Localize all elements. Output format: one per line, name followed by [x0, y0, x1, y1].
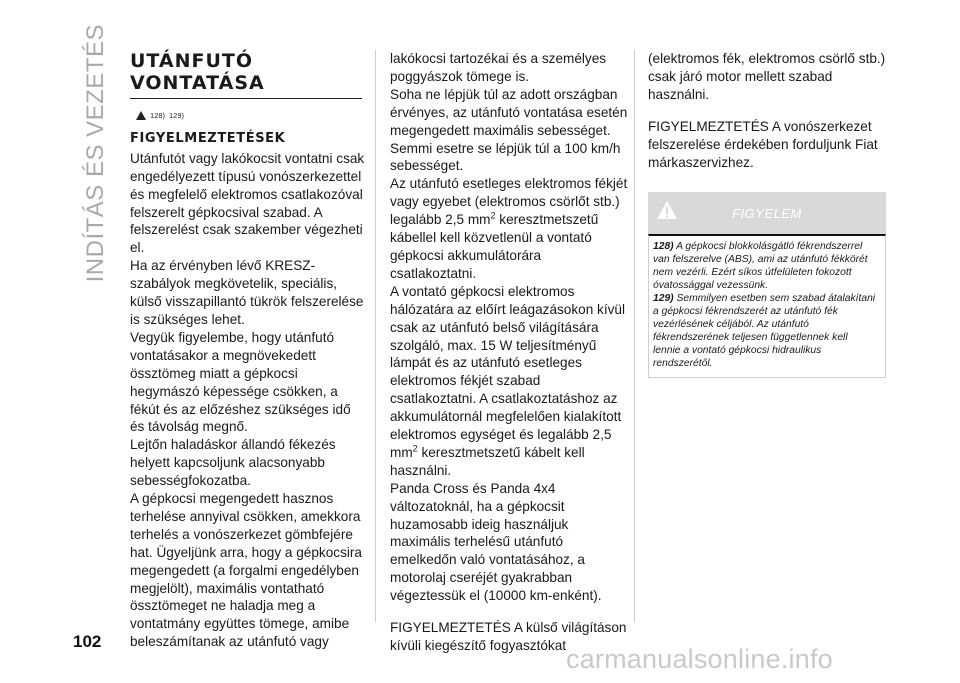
- paragraph: FIGYELMEZTETÉS A vonószerkezet felszerelése érdekében forduljunk Fiat márkaszervizhez.: [648, 118, 878, 170]
- chapter-side-title: [78, 23, 114, 282]
- warning-ref-128[interactable]: 128): [150, 111, 166, 120]
- column-divider-1: [375, 50, 376, 622]
- paragraph: lakókocsi tartozékai és a személyes poggyászok tömege is.: [390, 51, 607, 84]
- subsection-heading: FIGYELMEZTETÉSEK: [130, 130, 286, 146]
- warning-item-128: 128) A gépkocsi blokkolásgátló fékrendszerrel van felszerelve (ABS), ami az utánfutó fékkörét nem vezérli. Ezért síkos útfelületen fokozott óvatossággal vezessünk.: [653, 241, 868, 292]
- section-title-line-2: VONTATÁSA: [130, 72, 265, 94]
- warning-item-129: 129) Semmilyen esetben sem szabad átalakítani a gépkocsi fékrendszerét az utánfutó fék vezérlésének céljából. Az utánfutó fékrendszerének teljesen függetlennek kell lennie a vontató gépkocsi hidraulikus rendszerétől.: [653, 293, 876, 369]
- page-number: 102: [73, 632, 102, 651]
- warning-body: [648, 234, 886, 377]
- paragraph: (elektromos fék, elektromos csörlő stb.) csak járó motor mellett szabad használni.: [648, 51, 886, 102]
- column-1: [130, 50, 368, 651]
- paragraph: Panda Cross és Panda 4x4 változatoknál, ha a gépkocsit huzamosabb ideig használjuk maximális terhelésű utánfutó emelkedőn való vontatásához, a motorolaj cseréjét gyakrabban végeztessük el (10000 km-enként).: [390, 480, 602, 604]
- column-divider-2: [634, 50, 635, 622]
- paragraph: Az utánfutó esetleges elektromos fékjét vagy egyebet (elektromos csörlőt stb.) legalább 2,5 $mm^2$ keresztmetszetű kábellel kell közvetlenül a vontató gépkocsi akkumulátorára csatlakoztatni.: [390, 176, 628, 281]
- warning-ref-129[interactable]: 129): [169, 111, 185, 120]
- paragraph: Vegyük figyelembe, hogy utánfutó vontatásakor a megnövekedett össztömeg miatt a gépkocsi hegymászó képessége csökken, a fékút és az előzéshez szükséges idő és távolság megnő.: [130, 329, 351, 435]
- section-title-line-1: UTÁNFUTÓ: [130, 50, 254, 72]
- paragraph: FIGYELMEZTETÉS A külső világításon kívüli kiegészítő fogyasztókat: [390, 620, 627, 653]
- warning-label: FIGYELEM: [732, 206, 802, 222]
- paragraph: A gépkocsi megengedett hasznos terhelése annyival csökken, amekkora terhelés a vonószerkezet gömbfejére hat. Ügyeljünk arra, hogy a gépkocsira megengedett (a forgalmi engedélyben megjelölt), maximális vontatható össztömeget ne haladja meg a vontatmány együttes tömege, amibe beleszámítanak az utánfutó vagy: [130, 491, 362, 650]
- warning-header: [648, 192, 886, 234]
- paragraph: Utánfutót vagy lakókocsit vontatni csak engedélyezett típusú vonószerkezettel és megfelelő elektromos csatlakozóval felszerelt gépkocsival szabad. A felszerelést csak szakember végezheti el.: [130, 150, 365, 256]
- warning-triangle-icon: [136, 111, 146, 120]
- section-title: [130, 50, 368, 94]
- title-rule: [130, 98, 362, 99]
- paragraph: A vontató gépkocsi elektromos hálózatára az előírt leágazásokon kívül csak az utánfutó belső világítására szolgáló, max. 15 W teljesítményű lámpát és az utánfutó esetleges elektromos fékjét szabad csatlakoztatni. A csatlakoztatáshoz az akkumulátornál megfelelően kialakított elektromos egységet és legalább 2,5 $mm^2$ keresztmetszetű kábelt kell használni.: [390, 283, 626, 478]
- column-2: [390, 50, 628, 655]
- chapter-side-title-text: INDÍTÁS ÉS VEZETÉS: [82, 23, 109, 282]
- paragraph: Soha ne lépjük túl az adott országban érvényes, az utánfutó vontatása esetén megengedett maximális sebességet. Semmi esetre se lépjük túl a 100 km/h sebességet.: [390, 86, 628, 174]
- warning-references: [136, 107, 368, 125]
- warning-box: [648, 192, 886, 377]
- watermark: carmanualsonline.info: [566, 644, 833, 674]
- column-3: [648, 50, 886, 378]
- paragraph: Lejtőn haladáskor állandó fékezés helyett kapcsoljunk alacsonyabb sebességfokozatba.: [130, 437, 336, 489]
- paragraph: Ha az érvényben lévő KRESZ-szabályok megkövetelik, speciális, külső visszapillantó tükrök felszerelése is szükséges lehet.: [130, 258, 364, 327]
